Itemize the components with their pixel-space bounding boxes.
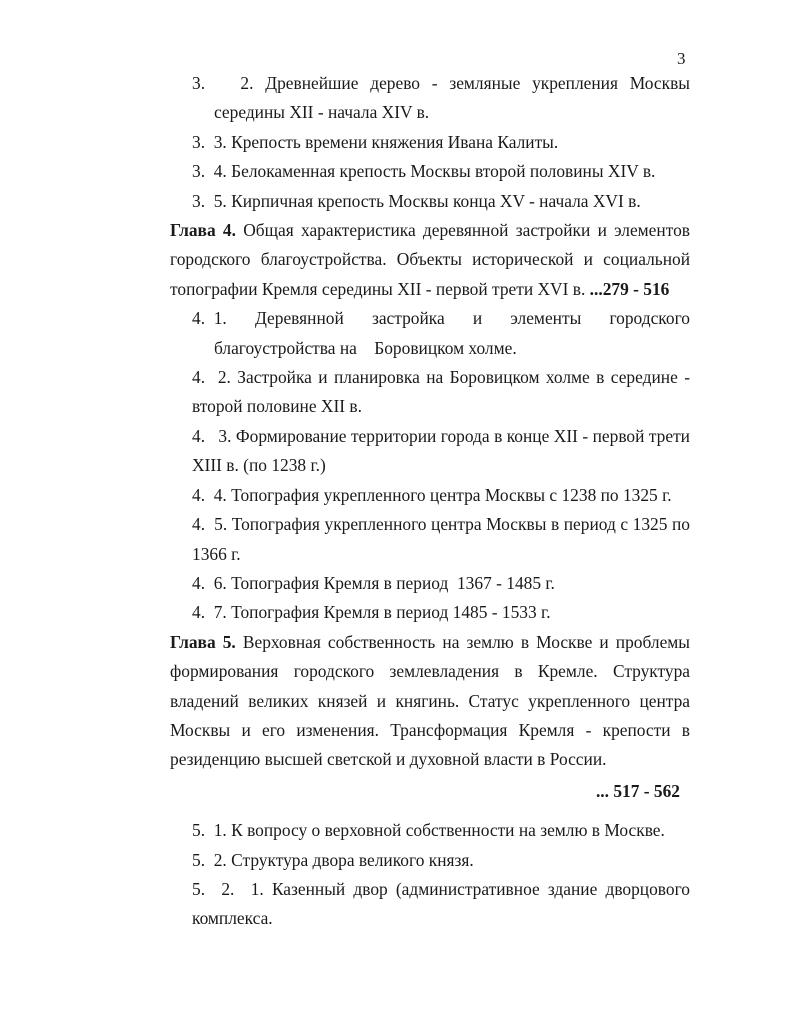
entry-word: и [472, 308, 483, 329]
entry-text: Топография укрепленного центра Москвы в период с 1325 по 1366 г. [192, 514, 690, 564]
entry-number: 3. 4. [192, 161, 227, 182]
entry-text: Древнейшие дерево - земляные укрепления Москвы середины XII - начала XIV в. [214, 73, 690, 123]
entry-line-spread [192, 304, 690, 333]
toc-entry-5-2 [170, 846, 690, 875]
entry-text: Топография укрепленного центра Москвы с 1238 по 1325 г. [231, 484, 672, 505]
entry-text: Белокаменная крепость Москвы второй половины XIV в. [231, 161, 656, 182]
entry-number: 4. 2. [192, 367, 231, 388]
entry-number: 5. 2. [192, 849, 227, 870]
entry-word: застройка [371, 308, 445, 329]
entry-text-continuation: благоустройства на Боровицком холме. [214, 337, 517, 358]
entry-word: городского [609, 308, 690, 329]
entry-text: Формирование территории города в конце XII - первой трети XIII в. (по 1238 г.) [192, 425, 690, 476]
toc-entry-5-2-1 [170, 875, 690, 934]
entry-text: Крепость времени княжения Ивана Калиты. [231, 131, 559, 152]
toc-chapter-4 [170, 216, 690, 304]
toc-entry-5-1 [170, 816, 690, 845]
toc-entry-4-2 [170, 363, 690, 422]
toc-entry-3-4 [170, 157, 690, 186]
entry-number: 4. 5. [192, 514, 228, 535]
entry-text: К вопросу о верховной собственности на землю в Москве. [231, 820, 665, 841]
toc-entry-4-6 [170, 569, 690, 598]
entry-number: 3. 3. [192, 131, 227, 152]
table-of-contents [170, 69, 690, 934]
toc-entry-3-2 [170, 69, 690, 128]
entry-number: 5. 2. 1. [192, 878, 264, 899]
toc-entry-4-1 [170, 304, 690, 363]
entry-text: Структура двора великого князя. [231, 849, 474, 870]
toc-entry-4-7 [170, 598, 690, 627]
entry-number: 4. 3. [192, 425, 232, 446]
toc-chapter-5 [170, 628, 690, 775]
chapter-label: Глава 5. [170, 631, 236, 652]
entry-number: 4. 4. [192, 484, 227, 505]
page-number: 3 [677, 49, 686, 68]
entry-number: 3. 2. [192, 73, 254, 93]
entry-text: Топография Кремля в период 1485 - 1533 г. [231, 602, 551, 623]
entry-text: Застройка и планировка на Боровицком холме в середине - второй половине XII в. [192, 367, 690, 417]
entry-number: 3. 5. [192, 190, 227, 211]
entry-number: 4. 6. [192, 572, 227, 593]
toc-entry-3-5 [170, 187, 690, 216]
chapter-page-range: ... 517 - 562 [595, 780, 680, 801]
toc-entry-3-3 [170, 128, 690, 157]
entry-number: 5. 1. [192, 820, 227, 841]
chapter-label: Глава 4. [170, 220, 236, 241]
entry-text: Кирпичная крепость Москвы конца XV - начала XVI в. [231, 190, 641, 211]
entry-word: Деревянной [254, 308, 344, 329]
toc-entry-4-5 [170, 510, 690, 569]
entry-number: 4. 1. [192, 308, 227, 329]
entry-text: Топография Кремля в период 1367 - 1485 г. [231, 572, 555, 593]
chapter-page-range: ...279 - 516 [589, 278, 670, 299]
entry-word: элементы [510, 308, 582, 329]
toc-entry-4-4 [170, 481, 690, 510]
toc-entry-4-3 [170, 422, 690, 481]
entry-number: 4. 7. [192, 602, 227, 623]
chapter-text: Верховная собственность на землю в Москве и проблемы формирования городского землевладения в Кремле. Структура владений великих князей и княгинь. Статус укрепленного центра Москвы и его изменения. Трансформация Кремля - крепости в резиденцию высшей светской и духовной власти в России. [170, 631, 690, 770]
entry-text: Казенный двор (административное здание дворцового комплекса. [192, 878, 690, 929]
chapter-text: Общая характеристика деревянной застройки и элементов городского благоустройства. Объекты исторической и социальной топографии Кремля середины XII - первой трети XVI в. [170, 220, 690, 299]
